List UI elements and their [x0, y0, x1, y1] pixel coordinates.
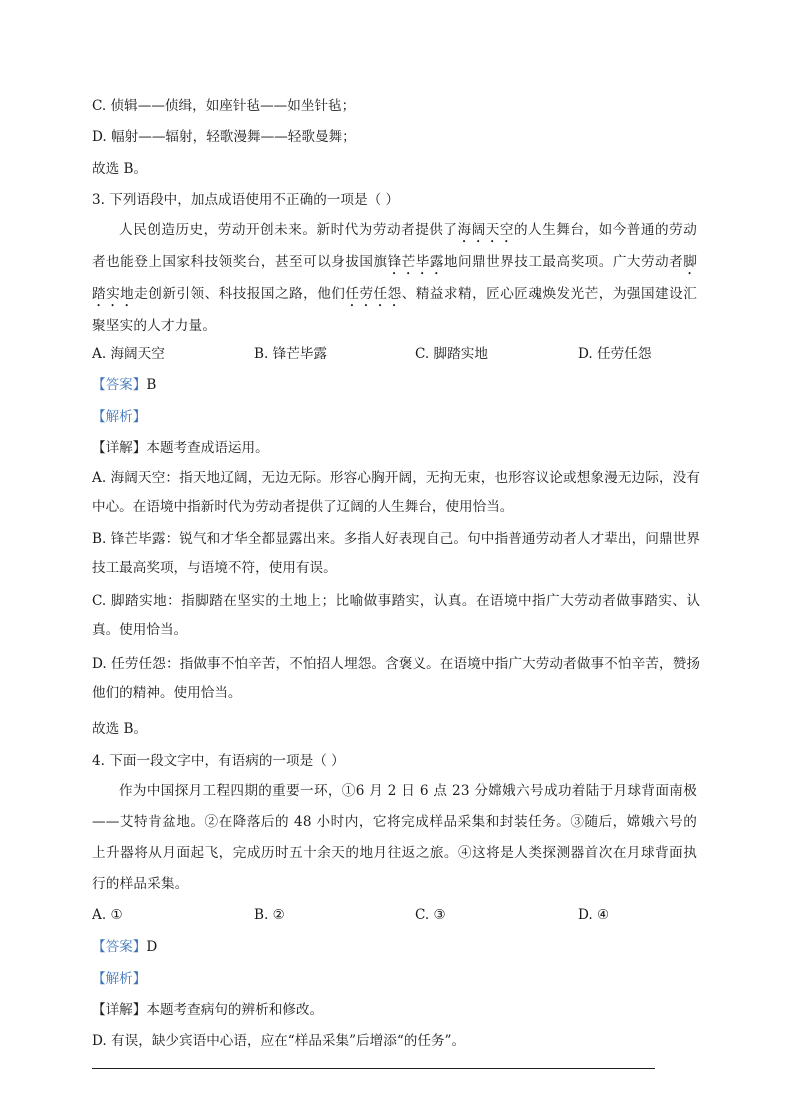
answer-value: D	[146, 939, 158, 955]
passage-text: 、精益求精，匠心匠魂焕发光芒，为强国建设汇聚坚实的人才力量。	[92, 286, 697, 334]
q3-explain-c: C. 脚踏实地：指脚踏在坚实的土地上；比喻做事踏实，认真。在语境中指广大劳动者做事踏实、认真。使用恰当。	[92, 593, 700, 638]
question-3-stem: 3. 下列语段中，加点成语使用不正确的一项是（ ）	[92, 192, 400, 208]
idiom-d: 任劳任怨	[345, 286, 402, 302]
choose-previous: 故选 B。	[92, 161, 148, 177]
q3-choose: 故选 B。	[92, 721, 148, 737]
q3-explain-b: B. 锋芒毕露：锐气和才华全都显露出来。多指人好表现自己。句中指普通劳动者人才辈出，问鼎世界技工最高奖项，与语境不符，使用有误。	[92, 531, 700, 576]
q3-option-b: B. 锋芒毕露	[254, 346, 328, 362]
q3-option-a: A. 海阔天空	[92, 346, 165, 362]
q3-option-c: C. 脚踏实地	[415, 346, 488, 362]
passage-text: 人民创造历史，劳动开创未来。新时代为劳动者提供了	[119, 222, 458, 238]
passage-text: 地问鼎世界技工最高奖项。广大劳动者	[443, 254, 684, 270]
answer-label: 【答案】	[92, 377, 147, 393]
idiom-b: 锋芒毕露	[387, 254, 444, 270]
q4-option-a: A. ①	[92, 907, 123, 923]
answer-value: B	[146, 377, 157, 393]
passage-text: 的人生舞台，如今普通的劳动者也能登上国家科技领奖台，甚至可以身拔国旗	[92, 222, 697, 270]
q3-explain-a: A. 海阔天空：指天地辽阔，无边无际。形容心胸开阔，无拘无束，也形容议论或想象漫无边际，没有中心。在语境中指新时代为劳动者提供了辽阔的人生舞台，使用恰当。	[92, 470, 700, 515]
q4-explain-d: D. 有误，缺少宾语中心语，应在“样品采集”后增添“的任务”。	[92, 1033, 466, 1049]
question-4-passage: 作为中国探月工程四期的重要一环，①6 月 2 日 6 点 23 分嫦娥六号成功着陆于月球背面南极——艾特肯盆地。②在降落后的 48 小时内，它将完成样品采集和封装任务。③随后，嫦娥六号的上升器将从月面起飞，完成历时五十余天的地月往返之旅。④这将是人类探测器首次在月球背面执行的样品采集。	[92, 783, 697, 892]
option-d-previous: D. 幅射——辐射，轻歌漫舞——轻歌曼舞；	[92, 129, 356, 145]
q4-option-c: C. ③	[415, 907, 446, 923]
question-3-passage	[92, 214, 697, 342]
question-4-stem: 4. 下面一段文字中，有语病的一项是（ ）	[92, 753, 345, 769]
option-c-previous: C. 侦辑——侦缉，如座针毡——如坐针毡；	[92, 98, 356, 114]
q4-detail: 【详解】本题考查病句的辨析和修改。	[92, 1002, 324, 1018]
q3-option-d: D. 任劳任怨	[578, 346, 652, 362]
idiom-c: 脚踏实地	[92, 254, 697, 302]
q3-detail: 【详解】本题考查成语运用。	[92, 440, 269, 456]
q3-explain-d: D. 任劳任怨：指做事不怕辛苦，不怕招人埋怨。含褒义。在语境中指广大劳动者做事不怕辛苦，赞扬他们的精神。使用恰当。	[92, 656, 700, 701]
q3-answer	[92, 376, 156, 394]
footer-rule	[92, 1068, 655, 1069]
answer-label: 【答案】	[92, 939, 147, 955]
idiom-a: 海阔天空	[457, 222, 514, 238]
q4-option-d: D. ④	[578, 907, 610, 923]
q4-option-b: B. ②	[254, 907, 285, 923]
q3-analysis-label: 【解析】	[92, 409, 147, 425]
q4-analysis-label: 【解析】	[92, 971, 147, 987]
passage-text: 走创新引领、科技报国之路，他们	[134, 286, 346, 302]
q4-answer	[92, 938, 157, 956]
